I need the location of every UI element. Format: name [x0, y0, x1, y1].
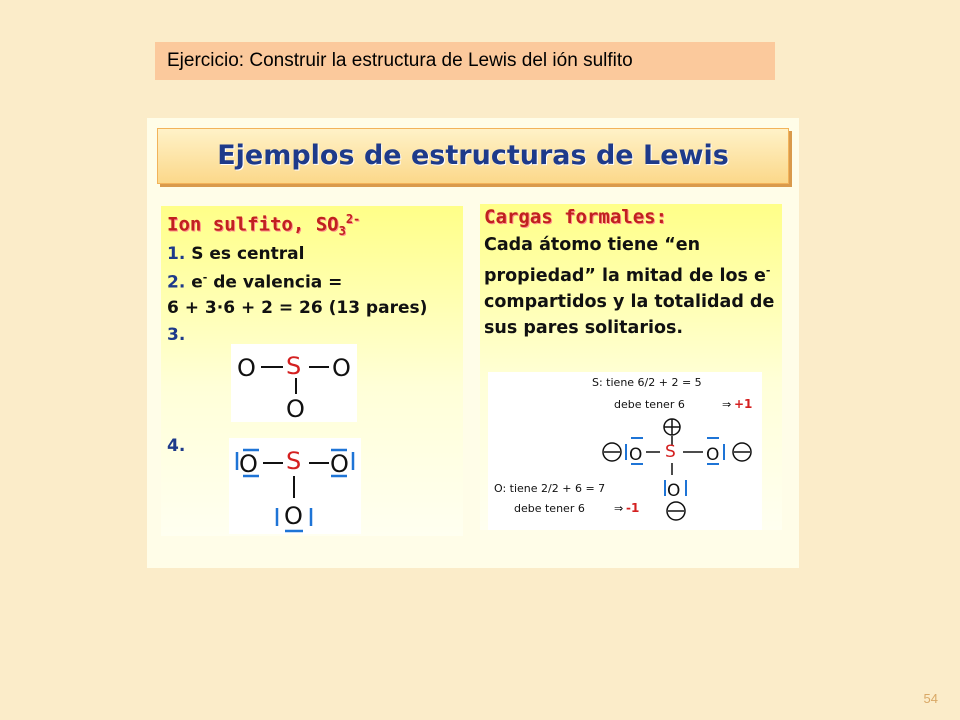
slide-image — [147, 118, 799, 568]
page-number: 54 — [923, 691, 938, 706]
step-1: 1. S es central — [167, 244, 305, 264]
sulfur-atom: S — [286, 352, 302, 380]
oxygen-left: O — [629, 445, 643, 465]
oxygen-required: debe tener 6 — [514, 502, 585, 515]
sulfur-atom: S — [286, 447, 302, 475]
right-panel-description: Cada átomo tiene “en propiedad” la mitad de los e- compartidos y la totalidad de sus pares solitarios. — [484, 235, 775, 338]
banner-title: Ejemplos de estructuras de Lewis — [157, 128, 789, 184]
step-3-number: 3. — [167, 325, 186, 345]
oxygen-bottom: O — [667, 481, 681, 501]
oxygen-left: O — [239, 450, 258, 478]
oxygen-formal-count: O: tiene 2/2 + 6 = 7 — [494, 482, 606, 495]
skeleton-structure — [231, 344, 357, 422]
step-4-number: 4. — [167, 436, 186, 456]
sulfur-atom: S — [665, 442, 676, 462]
oxygen-right: O — [332, 354, 351, 382]
right-panel — [480, 204, 782, 530]
oxygen-right: O — [706, 445, 720, 465]
oxygen-right: O — [330, 450, 349, 478]
oxygen-bottom: O — [284, 502, 303, 530]
sulfur-charge: +1 — [734, 397, 753, 411]
positive-charge-icon — [664, 419, 680, 435]
formal-charge-diagram — [488, 372, 762, 530]
right-panel-title: Cargas formales: — [484, 206, 668, 228]
arrow-icon: ⇒ — [614, 502, 624, 515]
step-2-calc: 6 + 3·6 + 2 = 26 (13 pares) — [167, 298, 428, 318]
oxygen-bottom: O — [286, 395, 305, 422]
left-panel — [161, 206, 463, 536]
sulfur-formal-count: S: tiene 6/2 + 2 = 5 — [592, 376, 702, 389]
sulfur-required: debe tener 6 — [614, 398, 685, 411]
step-2: 2. e- de valencia = — [167, 271, 343, 293]
oxygen-charge: -1 — [626, 501, 640, 515]
lewis-structure — [229, 438, 361, 534]
exercise-title: Ejercicio: Construir la estructura de Lewis del ión sulfito — [155, 42, 775, 80]
left-panel-title: Ion sulfito, $SO_3^{2-}$ — [167, 212, 361, 239]
oxygen-left: O — [237, 354, 256, 382]
arrow-icon: ⇒ — [722, 398, 732, 411]
